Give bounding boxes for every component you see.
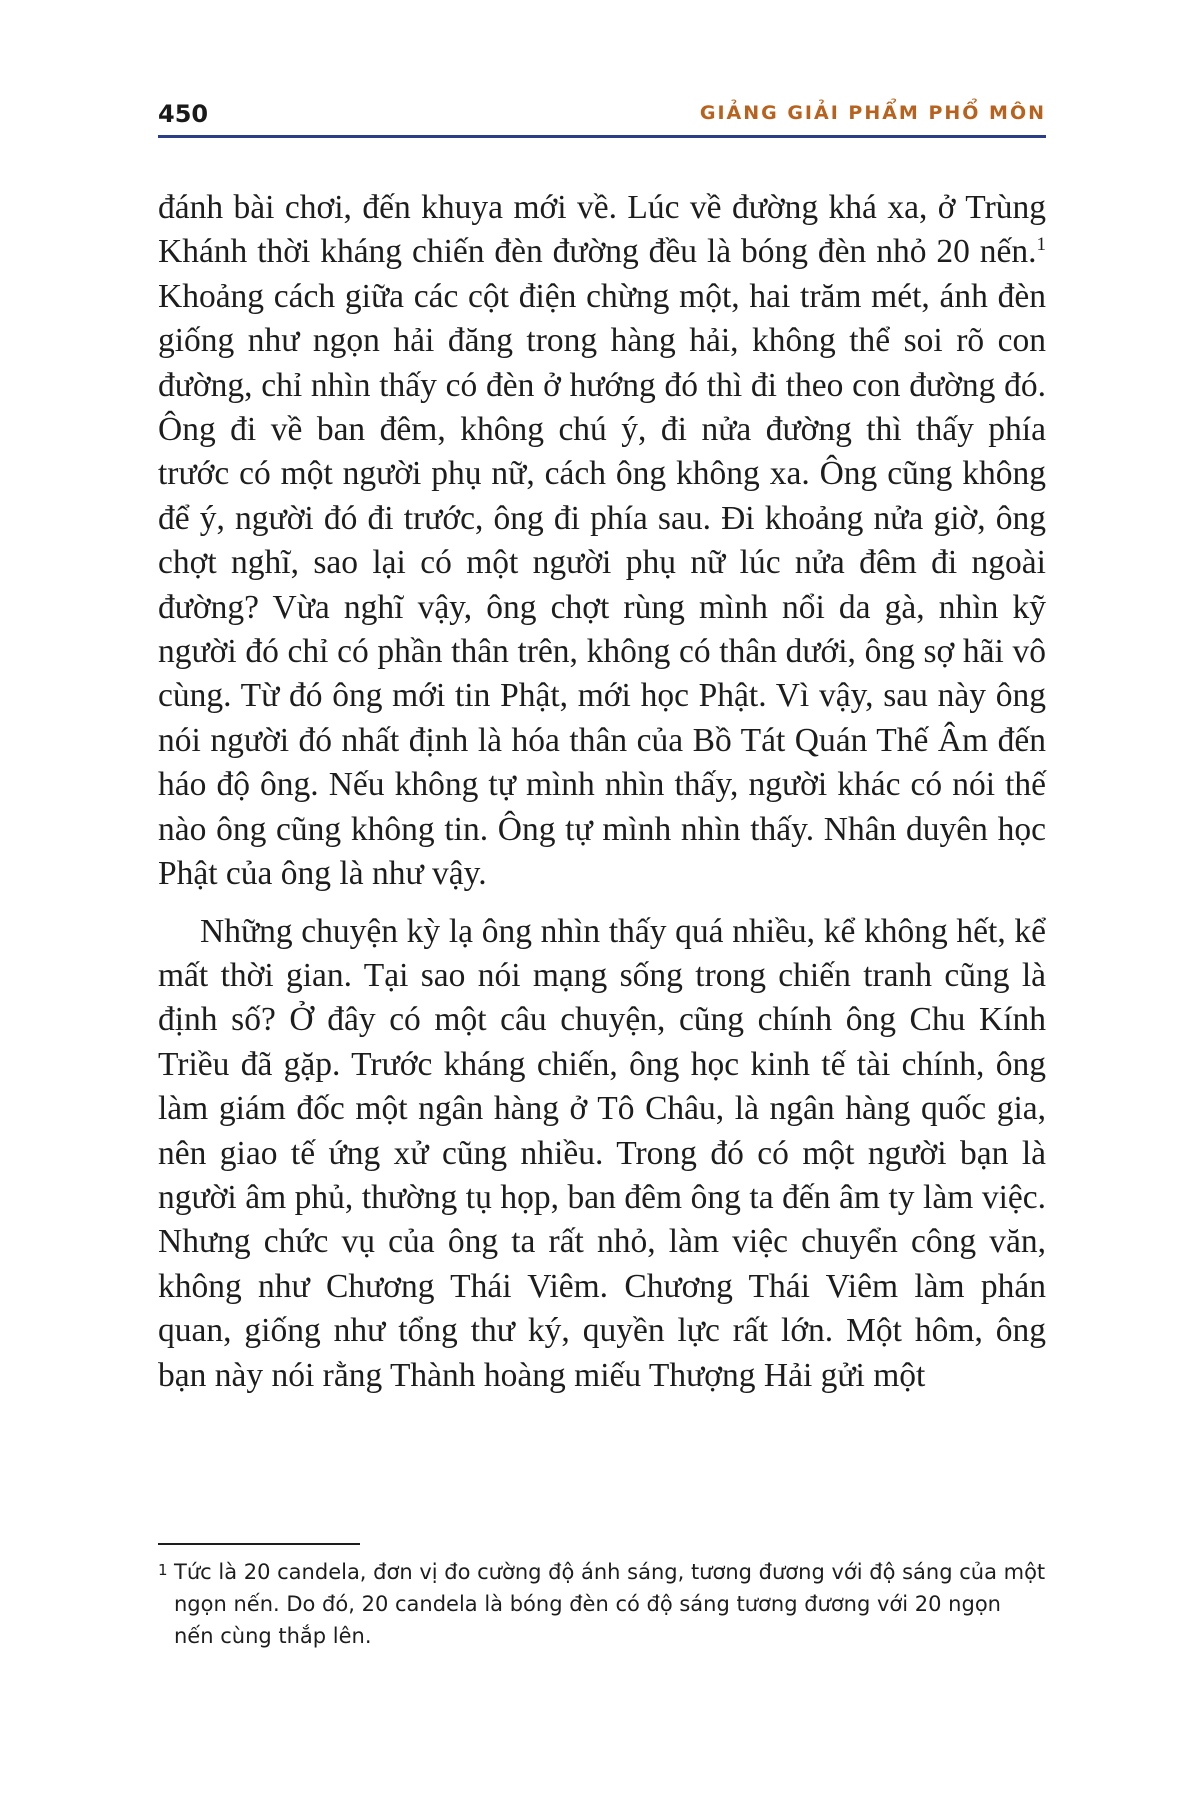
paragraph-1 (158, 186, 1046, 897)
header-rule (158, 135, 1046, 138)
footnote-text: Tức là 20 candela, đơn vị đo cường độ ánh sáng, tương đương với độ sáng của một ngọn nến. Do đó, 20 candela là bóng đèn có độ sáng tương đương với 20 ngọn nến cùng thắp lên. (174, 1560, 1046, 1648)
paragraph-1-part-2: Khoảng cách giữa các cột điện chừng một, hai trăm mét, ánh đèn giống như ngọn hải đăng trong hàng hải, không thể soi rõ con đường, chỉ nhìn thấy có đèn ở hướng đó thì đi theo con đường đó. Ông đi về ban đêm, không chú ý, đi nửa đường thì thấy phía trước có một người phụ nữ, cách ông không xa. Ông cũng không để ý, người đó đi trước, ông đi phía sau. Đi khoảng nửa giờ, ông chợt nghĩ, sao lại có một người phụ nữ lúc nửa đêm đi ngoài đường? Vừa nghĩ vậy, ông chợt rùng mình nổi da gà, nhìn kỹ người đó chỉ có phần thân trên, không có thân dưới, ông sợ hãi vô cùng. Từ đó ông mới tin Phật, mới học Phật. Vì vậy, sau này ông nói người đó nhất định là hóa thân của Bồ Tát Quán Thế Âm đến háo độ ông. Nếu không tự mình nhìn thấy, người khác có nói thế nào ông cũng không tin. Ông tự mình nhìn thấy. Nhân duyên học Phật của ông là như vậy. (158, 277, 1046, 893)
body-text (158, 186, 1046, 1398)
paragraph-2: Những chuyện kỳ lạ ông nhìn thấy quá nhiều, kể không hết, kể mất thời gian. Tại sao nói mạng sống trong chiến tranh cũng là định số? Ở đây có một câu chuyện, cũng chính ông Chu Kính Triều đã gặp. Trước kháng chiến, ông học kinh tế tài chính, ông làm giám đốc một ngân hàng ở Tô Châu, là ngân hàng quốc gia, nên giao tế ứng xử cũng nhiều. Trong đó có một người bạn là người âm phủ, thường tụ họp, ban đêm ông ta đến âm ty làm việc. Nhưng chức vụ của ông ta rất nhỏ, làm việc chuyển công văn, không như Chương Thái Viêm. Chương Thái Viêm làm phán quan, giống như tổng thư ký, quyền lực rất lớn. Một hôm, ông bạn này nói rằng Thành hoàng miếu Thượng Hải gửi một (158, 912, 1046, 1394)
page-number: 450 (158, 100, 209, 128)
footnote-rule (158, 1543, 360, 1545)
paragraph-1-part-1: đánh bài chơi, đến khuya mới về. Lúc về đường khá xa, ở Trùng Khánh thời kháng chiến đèn đường đều là bóng đèn nhỏ 20 nến. (158, 189, 1046, 271)
running-title: GIẢNG GIẢI PHẨM PHỔ MÔN (699, 102, 1046, 124)
footnote (158, 1556, 1046, 1652)
page-header (158, 92, 1046, 140)
footnote-reference: 1 (1036, 234, 1046, 256)
footnote-number: 1 (158, 1561, 168, 1579)
